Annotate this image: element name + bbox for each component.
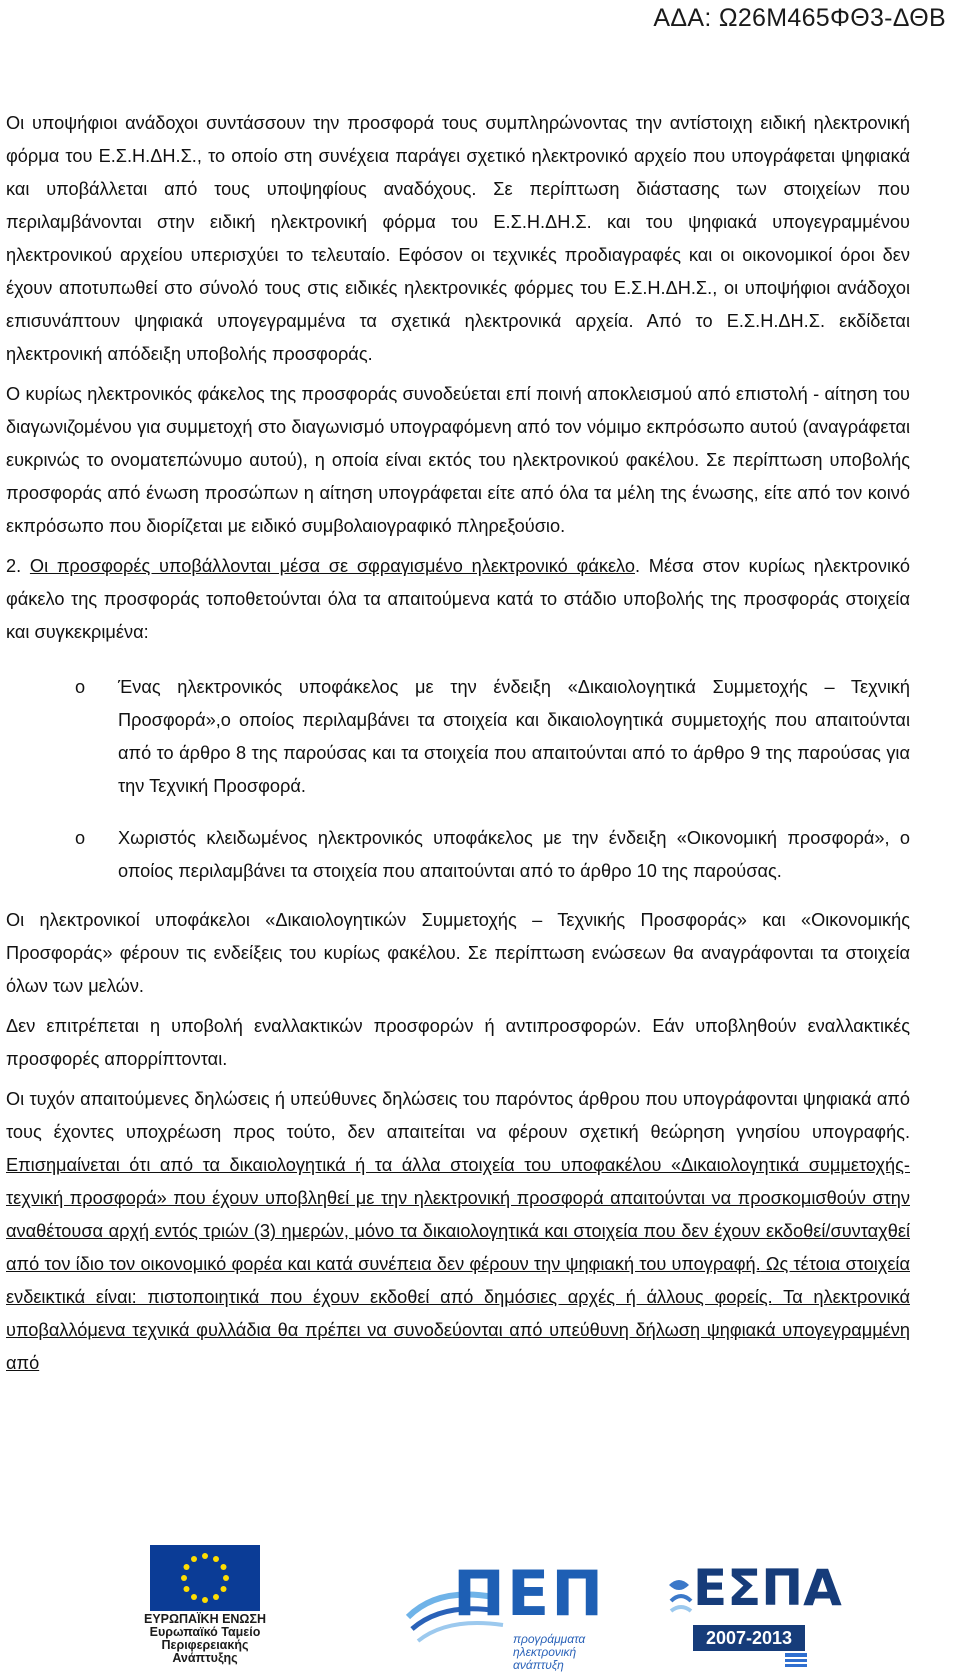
paragraph-3 [6, 550, 910, 649]
pep-subtitle-line-1: προγράμματα [513, 1632, 586, 1646]
eu-text-line-1: ΕΥΡΩΠΑΪΚΗ ΕΝΩΣΗ [143, 1612, 266, 1626]
espa-logo-text: ΕΣΠΑ [693, 1559, 842, 1617]
paragraph-6-underlined-1: Επισημαίνεται ότι από τα δικαιολογητικά ή τα άλλα στοιχεία του υποφακέλου «Δικαιολογητικά συμμετοχής-τεχνική προσφορά» που έχουν υποβληθεί με την ηλεκτρονική προσφορά απαιτούνται να προσκομισθούν στην αναθέτουσα αρχή εντός τριών (3) ημερών, μόνο τα δικαιολογητικά και στοιχεία που δεν έχουν εκδοθεί/συνταχθεί από τον ίδιο τον οικονομικό φορέα και κατά συνέπεια δεν φέρουν την ψηφιακή του υπογραφή. [6, 1155, 910, 1274]
paragraph-3-number: 2. [6, 556, 30, 576]
espa-years: 2007-2013 [693, 1625, 805, 1651]
footer-logos [0, 1545, 960, 1670]
document-body [6, 107, 910, 1380]
ada-code: ΑΔΑ: Ω26Μ465ΦΘ3-ΔΘΒ [653, 4, 946, 32]
paragraph-5: Δεν επιτρέπεται η υποβολή εναλλακτικών προσφορών ή αντιπροσφορών. Εάν υποβληθούν εναλλακτικές προσφορές απορρίπτονται. [6, 1016, 910, 1069]
paragraph-4: Οι ηλεκτρονικοί υποφάκελοι «Δικαιολογητικών Συμμετοχής – Τεχνικής Προσφοράς» και «Οικονομικής Προσφοράς» φέρουν τις ενδείξεις του κυρίως φακέλου. Σε περίπτωση ενώσεων θα αναγράφονται τα στοιχεία όλων των μελών. [6, 910, 910, 996]
envelope-list [6, 671, 910, 888]
paragraph-6-underlined-2: Ως τέτοια στοιχεία ενδεικτικά είναι: πιστοποιητικά που έχουν εκδοθεί από δημόσιες αρχές ή άλλους φορείς. [6, 1254, 910, 1307]
list-item-text: Ένας ηλεκτρονικός υποφάκελος με την ένδειξη «Δικαιολογητικά Συμμετοχής – Τεχνική Προσφορά»,ο οποίος περιλαμβάνει τα στοιχεία και δικαιολογητικά συμμετοχής που απαιτούνται από το άρθρο 8 της παρούσας και τα στοιχεία που απαιτούνται από το άρθρο 9 της παρούσας για την Τεχνική Προσφορά. [118, 677, 910, 796]
pep-logo-text: ΠΕΠ [453, 1557, 606, 1630]
bullet-marker: o [75, 828, 86, 848]
paragraph-3-underlined: Οι προσφορές υποβάλλονται μέσα σε σφραγισμένο ηλεκτρονικό φάκελο [29, 556, 635, 576]
eu-flag-icon [150, 1545, 260, 1611]
eu-text [130, 1613, 280, 1665]
espa-logo [665, 1545, 842, 1670]
pep-subtitle-line-3: ανάπτυξη [513, 1658, 564, 1672]
list-item [6, 671, 910, 803]
paragraph-6-underlined-3: Τα ηλεκτρονικά υποβαλλόμενα τεχνικά φυλλάδια θα πρέπει να συνοδεύονται από υπεύθυνη δήλωση ψηφιακά υπογεγραμμένη από [6, 1287, 910, 1373]
paragraph-1: Οι υποψήφιοι ανάδοχοι συντάσσουν την προσφορά τους συμπληρώνοντας την αντίστοιχη ειδική ηλεκτρονική φόρμα του Ε.Σ.Η.ΔΗ.Σ., το οποίο στη συνέχεια παράγει σχετικό ηλεκτρονικό αρχείο που υπογράφεται ψηφιακά και υποβάλλεται από τους υποψηφίους αναδόχους. Σε περίπτωση διάστασης των στοιχείων που περιλαμβάνονται στην ειδική ηλεκτρονική φόρμα του Ε.Σ.Η.ΔΗ.Σ. και του ψηφιακά υπογεγραμμένου ηλεκτρονικού αρχείου υπερισχύει το τελευταίο. Εφόσον οι τεχνικές προδιαγραφές και οι οικονομικοί όροι δεν έχουν αποτυπωθεί στο σύνολό τους στις ειδικές ηλεκτρονικές φόρμες του Ε.Σ.Η.ΔΗ.Σ., οι υποψήφιοι ανάδοχοι επισυνάπτουν ψηφιακά υπογεγραμμένα τα σχετικά ηλεκτρονικά αρχεία. Από το Ε.Σ.Η.ΔΗ.Σ. εκδίδεται ηλεκτρονική απόδειξη υποβολής προσφοράς. [6, 113, 910, 364]
pep-logo [398, 1547, 606, 1672]
paragraph-6 [6, 1083, 910, 1380]
list-item [6, 822, 910, 888]
bullet-marker: o [75, 677, 86, 697]
list-item-text: Χωριστός κλειδωμένος ηλεκτρονικός υποφάκελος με την ένδειξη «Οικονομική προσφορά», ο οποίος περιλαμβάνει τα στοιχεία που απαιτούνται από το άρθρο 10 της παρούσας. [118, 828, 910, 881]
paragraph-6-plain: Οι τυχόν απαιτούμενες δηλώσεις ή υπεύθυνες δηλώσεις του παρόντος άρθρου που υπογράφονται ψηφιακά από τους έχοντες υποχρέωση προς τούτο, δεν απαιτείται να φέρουν σχετική θεώρηση γνησίου υπογραφής. [6, 1089, 910, 1142]
paragraph-3-rest: . Μέσα στον κυρίως ηλεκτρονικό φάκελο της προσφοράς τοποθετούνται όλα τα απαιτούμενα κατά το στάδιο υποβολής της προσφοράς στοιχεία και συγκεκριμένα: [6, 556, 910, 642]
pep-subtitle [513, 1633, 585, 1672]
eu-text-line-3: Περιφερειακής Ανάπτυξης [161, 1638, 249, 1665]
paragraph-2: Ο κυρίως ηλεκτρονικός φάκελος της προσφοράς συνοδεύεται επί ποινή αποκλεισμού από επιστολή - αίτηση του διαγωνιζομένου για συμμετοχή στο διαγωνισμό υπογραφόμενη από τον νόμιμο εκπρόσωπο αυτού (αναγράφεται ευκρινώς το ονοματεπώνυμο αυτού), η οποία είναι εκτός του ηλεκτρονικού φακέλου. Σε περίπτωση υποβολής προσφοράς από ένωση προσώπων η αίτηση υπογράφεται είτε από όλα τα μέλη της ένωσης, είτε από τον κοινό εκπρόσωπο που διορίζεται με ειδικό συμβολαιογραφικό πληρεξούσιο. [6, 384, 910, 536]
eu-stars-icon [150, 1545, 260, 1611]
eu-text-line-2: Ευρωπαϊκό Ταμείο [149, 1625, 261, 1639]
pep-subtitle-line-2: ηλεκτρονική [513, 1645, 577, 1659]
eu-logo [130, 1545, 280, 1665]
